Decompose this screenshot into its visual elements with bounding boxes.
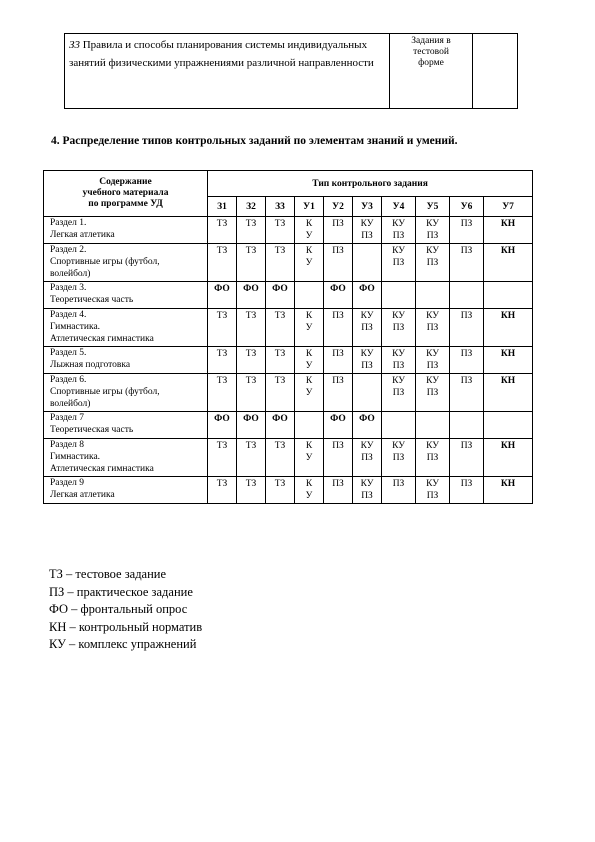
task-type-cell: ТЗ (266, 477, 295, 504)
task-type-cell (295, 282, 324, 309)
task-type-cell (416, 412, 450, 439)
legend-item: ТЗ – тестовое задание (49, 567, 167, 581)
table-row (44, 477, 533, 504)
task-type-cell: ПЗ (450, 347, 484, 374)
content-column-header (44, 171, 208, 217)
table-row (44, 282, 533, 309)
section-name-line: Гимнастика. (50, 322, 101, 332)
top-fragment-table (64, 33, 518, 109)
top-row-form-line: тестовой (413, 47, 449, 57)
task-type-cell: К У (295, 309, 324, 347)
task-type-cell: ПЗ (450, 439, 484, 477)
content-header-line: Содержание (99, 177, 152, 187)
section-cell (44, 309, 208, 347)
column-header: У7 (484, 197, 533, 217)
content-header-line: учебного материала (82, 188, 169, 198)
section-name-line: Раздел 7 (50, 413, 84, 423)
task-type-cell: ТЗ (237, 439, 266, 477)
section-cell (44, 477, 208, 504)
section-cell (44, 217, 208, 244)
section-cell (44, 282, 208, 309)
column-header: У4 (382, 197, 416, 217)
task-type-cell: КУ ПЗ (416, 439, 450, 477)
task-type-cell: ТЗ (208, 374, 237, 412)
task-type-cell: ФО (208, 282, 237, 309)
task-type-cell: КУ ПЗ (382, 244, 416, 282)
task-type-cell: ФО (266, 412, 295, 439)
task-type-cell: ТЗ (237, 347, 266, 374)
task-type-cell: КН (484, 347, 533, 374)
task-type-cell: К У (295, 347, 324, 374)
legend-item: ФО – фронтальный опрос (49, 602, 188, 616)
task-type-cell: КН (484, 477, 533, 504)
section-name-line: Спортивные игры (футбол, (50, 257, 160, 267)
task-type-cell: ПЗ (382, 477, 416, 504)
table-row (44, 244, 533, 282)
top-row-form-line: Задания в (411, 36, 451, 46)
section-name-line: Раздел 3. (50, 283, 87, 293)
section-name-line: Раздел 9 (50, 478, 84, 488)
task-type-cell: ТЗ (237, 477, 266, 504)
task-type-cell: ПЗ (324, 217, 353, 244)
top-row-empty-cell (473, 34, 518, 109)
task-type-cell: ПЗ (450, 374, 484, 412)
top-row-form-cell (390, 34, 473, 109)
task-type-cell: КН (484, 439, 533, 477)
section-name-line: Легкая атлетика (50, 230, 115, 240)
top-row-form-line: форме (418, 58, 444, 68)
legend-item: КН – контрольный норматив (49, 619, 203, 634)
task-type-cell: ТЗ (237, 217, 266, 244)
section-cell (44, 244, 208, 282)
task-type-cell (484, 412, 533, 439)
column-header: У3 (353, 197, 382, 217)
task-type-cell: ПЗ (324, 244, 353, 282)
task-type-cell: КУ ПЗ (382, 309, 416, 347)
task-type-cell: ТЗ (208, 347, 237, 374)
task-type-cell: КУ ПЗ (353, 439, 382, 477)
table-row (44, 439, 533, 477)
task-type-cell: ТЗ (208, 439, 237, 477)
section-name-line: Теоретическая часть (50, 295, 134, 305)
task-type-cell: ФО (237, 282, 266, 309)
task-type-cell: ТЗ (208, 309, 237, 347)
table-row (44, 412, 533, 439)
task-type-cell: К У (295, 217, 324, 244)
task-type-cell: ТЗ (266, 217, 295, 244)
task-type-cell: КН (484, 217, 533, 244)
section-name-line: Легкая атлетика (50, 490, 115, 500)
task-type-cell: ПЗ (324, 374, 353, 412)
top-row-code: З3 (69, 39, 80, 51)
task-type-cell: КН (484, 244, 533, 282)
task-type-cell: ТЗ (266, 439, 295, 477)
task-type-cell: КУ ПЗ (416, 217, 450, 244)
legend (49, 566, 202, 654)
table-row (44, 217, 533, 244)
task-type-cell: ТЗ (208, 477, 237, 504)
section-cell (44, 412, 208, 439)
section-name-line: Теоретическая часть (50, 425, 134, 435)
column-header: З2 (237, 197, 266, 217)
legend-item: ПЗ – практическое задание (49, 584, 193, 599)
task-type-cell: КУ ПЗ (382, 374, 416, 412)
task-type-cell: КУ ПЗ (382, 439, 416, 477)
top-row-text-cell (65, 34, 390, 109)
column-header: З3 (266, 197, 295, 217)
task-type-cell (353, 244, 382, 282)
task-type-cell: К У (295, 477, 324, 504)
task-type-cell (484, 282, 533, 309)
section-name-line: Раздел 2. (50, 245, 87, 255)
task-type-cell: ПЗ (324, 309, 353, 347)
section-name-line: Атлетическая гимнастика (50, 334, 154, 344)
task-type-cell: КУ ПЗ (353, 217, 382, 244)
task-type-cell: ПЗ (450, 477, 484, 504)
task-type-cell: КУ ПЗ (416, 244, 450, 282)
section-name-line: Раздел 8 (50, 440, 84, 450)
table-body (44, 217, 533, 504)
task-type-cell: ТЗ (266, 347, 295, 374)
task-type-cell: ТЗ (266, 244, 295, 282)
task-type-cell: ПЗ (324, 477, 353, 504)
column-header: У5 (416, 197, 450, 217)
task-type-cell: КУ ПЗ (353, 309, 382, 347)
task-type-cell: К У (295, 374, 324, 412)
section-name-line: Лыжная подготовка (50, 360, 131, 370)
task-type-cell: ФО (208, 412, 237, 439)
task-type-cell: КУ ПЗ (416, 347, 450, 374)
column-header: У6 (450, 197, 484, 217)
column-header: З1 (208, 197, 237, 217)
task-type-cell: ФО (353, 282, 382, 309)
task-type-cell (416, 282, 450, 309)
section-name-line: Гимнастика. (50, 452, 101, 462)
section-title: 4. Распределение типов контрольных заданий по элементам знаний и умений. (51, 135, 458, 147)
section-name-line: волейбол) (50, 399, 91, 409)
task-type-cell: ТЗ (266, 309, 295, 347)
task-type-cell (382, 412, 416, 439)
task-type-cell: ПЗ (324, 347, 353, 374)
section-name-line: Раздел 6. (50, 375, 87, 385)
task-type-cell (382, 282, 416, 309)
task-type-cell: ФО (266, 282, 295, 309)
content-header-line: по программе УД (88, 199, 163, 209)
task-type-cell (353, 374, 382, 412)
task-type-cell: КН (484, 309, 533, 347)
top-row-text: Правила и способы планирования системы индивидуальных занятий физическими упражнениями различной направленности (69, 39, 374, 69)
task-type-cell: ТЗ (208, 217, 237, 244)
task-type-cell: КУ ПЗ (353, 477, 382, 504)
column-header: У1 (295, 197, 324, 217)
task-type-cell: ПЗ (450, 309, 484, 347)
task-type-cell: КУ ПЗ (353, 347, 382, 374)
section-name-line: волейбол) (50, 269, 91, 279)
section-cell (44, 374, 208, 412)
task-type-cell: ПЗ (450, 217, 484, 244)
task-type-cell: КУ ПЗ (382, 347, 416, 374)
task-type-cell: ТЗ (237, 244, 266, 282)
task-type-cell: ФО (237, 412, 266, 439)
task-type-cell: КН (484, 374, 533, 412)
task-type-cell: КУ ПЗ (416, 477, 450, 504)
task-type-cell: К У (295, 244, 324, 282)
task-type-cell: ПЗ (450, 244, 484, 282)
task-type-cell: ФО (353, 412, 382, 439)
task-type-cell: ТЗ (237, 374, 266, 412)
section-cell (44, 347, 208, 374)
task-type-cell: КУ ПЗ (382, 217, 416, 244)
task-type-cell: К У (295, 439, 324, 477)
section-name-line: Раздел 5. (50, 348, 87, 358)
task-type-cell: КУ ПЗ (416, 374, 450, 412)
task-type-cell: ТЗ (208, 244, 237, 282)
section-name-line: Раздел 4. (50, 310, 87, 320)
task-type-cell: ТЗ (237, 309, 266, 347)
task-type-cell: ПЗ (324, 439, 353, 477)
task-type-cell: ТЗ (266, 374, 295, 412)
section-cell (44, 439, 208, 477)
table-row (44, 309, 533, 347)
legend-item: КУ – комплекс упражнений (49, 637, 197, 651)
table-row (44, 347, 533, 374)
task-type-cell (450, 282, 484, 309)
task-type-cell (295, 412, 324, 439)
table-row (44, 374, 533, 412)
task-type-cell: КУ ПЗ (416, 309, 450, 347)
task-type-header: Тип контрольного задания (208, 171, 533, 197)
column-header: У2 (324, 197, 353, 217)
task-type-cell: ФО (324, 412, 353, 439)
section-name-line: Спортивные игры (футбол, (50, 387, 160, 397)
section-name-line: Атлетическая гимнастика (50, 464, 154, 474)
task-type-cell (450, 412, 484, 439)
control-tasks-table (43, 170, 533, 504)
section-name-line: Раздел 1. (50, 218, 87, 228)
task-type-cell: ФО (324, 282, 353, 309)
